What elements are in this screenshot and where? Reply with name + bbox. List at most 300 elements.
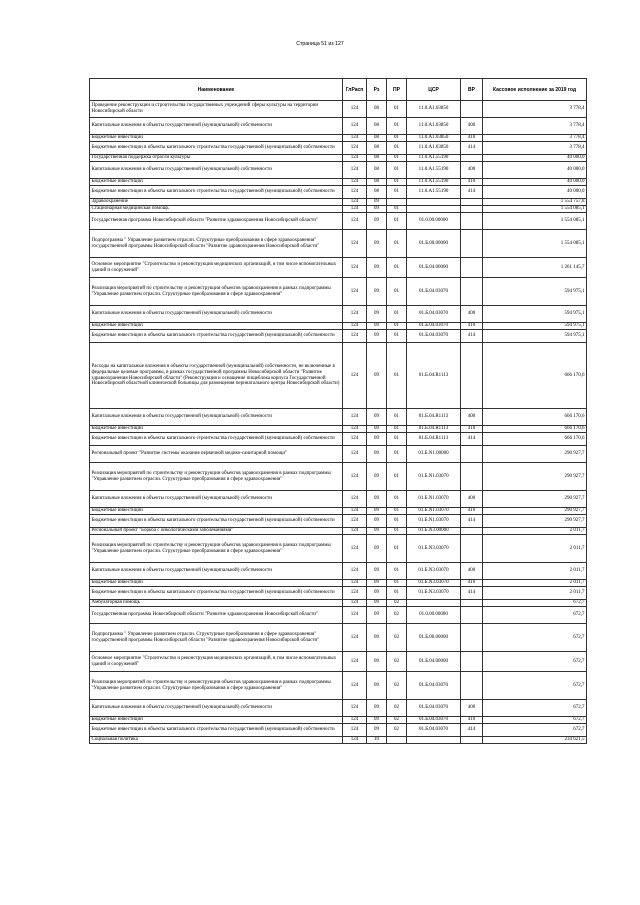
table-row [90, 323, 587, 330]
cell-vr [461, 230, 483, 258]
table-row [90, 528, 587, 535]
cell-gr: 124 [343, 528, 367, 535]
cell-csr: 11.0.А1.55190 [407, 155, 461, 162]
cell-sum: 594 975,1 [483, 278, 587, 306]
cell-csr: 01.Б.04.R1113 [407, 426, 461, 433]
cell-pr: 02 [387, 624, 407, 652]
cell-pr: 02 [387, 600, 407, 607]
cell-sum: 1 261 145,7 [483, 258, 587, 278]
cell-gr: 124 [343, 508, 367, 515]
table-row [90, 433, 587, 446]
cell-vr [461, 101, 483, 118]
cell-csr: 01.Б.04.03070 [407, 672, 461, 700]
cell-name: Бюджетные инвестиции [90, 717, 343, 724]
cell-csr: 01.Б.N1.03070 [407, 515, 461, 528]
cell-csr: 01.Б.04.00000 [407, 258, 461, 278]
cell-name: Подпрограмма " Управление развитием отрасли. Структурные преобразования в сфере здравоохранения" государственной программы Новосибирской области "Развитие здравоохранения Новосибирской области" [90, 624, 343, 652]
cell-name: Бюджетные инвестиции [90, 323, 343, 330]
cell-pr: 02 [387, 700, 407, 717]
cell-vr [461, 343, 483, 409]
table-row [90, 199, 587, 206]
cell-csr: 01.Б.04.R1113 [407, 433, 461, 446]
cell-pr: 01 [387, 426, 407, 433]
table-row [90, 206, 587, 213]
table-row [90, 258, 587, 278]
cell-rz: 09 [367, 278, 387, 306]
table-row [90, 330, 587, 343]
cell-sum: 40 000,0 [483, 186, 587, 199]
cell-csr: 01.Б.04.03070 [407, 278, 461, 306]
table-row [90, 306, 587, 323]
cell-pr: 01 [387, 343, 407, 409]
cell-sum: 672,7 [483, 652, 587, 672]
table-row [90, 409, 587, 426]
table-row [90, 508, 587, 515]
cell-gr: 124 [343, 737, 367, 744]
cell-pr: 01 [387, 118, 407, 135]
cell-csr: 01.Б.00.00000 [407, 230, 461, 258]
cell-name: Государственная программа Новосибирской области "Развитие здравоохранения Новосибирской области" [90, 213, 343, 230]
cell-name: Капитальные вложения в объекты государственной (муниципальной) собственности [90, 409, 343, 426]
cell-rz: 09 [367, 230, 387, 258]
cell-pr: 01 [387, 587, 407, 600]
table-row [90, 463, 587, 491]
cell-pr: 01 [387, 186, 407, 199]
cell-gr: 124 [343, 607, 367, 624]
cell-rz: 09 [367, 652, 387, 672]
cell-pr: 01 [387, 306, 407, 323]
cell-vr [461, 652, 483, 672]
cell-name: Реализация мероприятий по строительству и реконструкции объектов здравоохранения в рамках подпрограммы "Управление развитием отрасли. Структурные преобразования в сфере здравоохранения" [90, 535, 343, 563]
cell-rz: 09 [367, 409, 387, 426]
cell-csr: 01.Б.N1.03070 [407, 463, 461, 491]
cell-name: Бюджетные инвестиции в объекты капитального строительства государственной (муниципальной) собственности [90, 587, 343, 600]
cell-name: Капитальные вложения в объекты государственной (муниципальной) собственности [90, 563, 343, 580]
cell-pr: 02 [387, 672, 407, 700]
cell-gr: 124 [343, 179, 367, 186]
cell-rz: 09 [367, 563, 387, 580]
cell-csr: 11.0.А1.03850 [407, 135, 461, 142]
cell-pr: 01 [387, 135, 407, 142]
cell-rz: 09 [367, 463, 387, 491]
cell-rz: 09 [367, 717, 387, 724]
cell-csr: 01.Б.04.03070 [407, 717, 461, 724]
table-row [90, 717, 587, 724]
cell-name: Бюджетные инвестиции [90, 508, 343, 515]
cell-gr: 124 [343, 724, 367, 737]
cell-csr: 11.0.А1.55190 [407, 162, 461, 179]
cell-vr: 410 [461, 580, 483, 587]
cell-pr: 01 [387, 580, 407, 587]
column-header: Рз [367, 79, 387, 101]
cell-rz: 09 [367, 624, 387, 652]
cell-vr [461, 672, 483, 700]
cell-vr: 414 [461, 515, 483, 528]
cell-name: Проведение реконструкции и строительства государственных учреждений сферы культуры на территории Новосибирской области [90, 101, 343, 118]
cell-csr: 01.0.00.00000 [407, 607, 461, 624]
cell-rz: 09 [367, 508, 387, 515]
cell-vr [461, 463, 483, 491]
table-row [90, 142, 587, 155]
cell-pr: 01 [387, 508, 407, 515]
cell-gr: 124 [343, 463, 367, 491]
cell-vr: 414 [461, 142, 483, 155]
cell-csr: 01.Б.N3.03070 [407, 587, 461, 600]
cell-name: Региональный проект "Развитие системы оказания первичной медико-санитарной помощи" [90, 446, 343, 463]
column-header: ПР [387, 79, 407, 101]
cell-vr [461, 535, 483, 563]
cell-name: Бюджетные инвестиции в объекты капитального строительства государственной (муниципальной) собственности [90, 433, 343, 446]
cell-rz: 09 [367, 446, 387, 463]
cell-vr: 400 [461, 491, 483, 508]
cell-pr: 01 [387, 535, 407, 563]
cell-vr [461, 258, 483, 278]
cell-gr: 124 [343, 258, 367, 278]
cell-rz: 09 [367, 535, 387, 563]
cell-sum: 290 927,7 [483, 508, 587, 515]
cell-sum: 40 000,0 [483, 179, 587, 186]
cell-rz: 08 [367, 155, 387, 162]
cell-gr: 124 [343, 587, 367, 600]
table-row [90, 535, 587, 563]
cell-csr: 11.0.А1.55190 [407, 186, 461, 199]
cell-sum: 1 554 085,1 [483, 206, 587, 213]
cell-pr: 01 [387, 323, 407, 330]
cell-gr: 124 [343, 142, 367, 155]
cell-csr [407, 206, 461, 213]
cell-gr: 124 [343, 118, 367, 135]
cell-vr: 400 [461, 306, 483, 323]
cell-pr: 02 [387, 652, 407, 672]
cell-name: Стационарная медицинская помощь [90, 206, 343, 213]
table-row [90, 700, 587, 717]
cell-csr: 01.0.00.00000 [407, 213, 461, 230]
cell-rz: 08 [367, 162, 387, 179]
cell-vr [461, 607, 483, 624]
cell-vr: 410 [461, 179, 483, 186]
table-row [90, 491, 587, 508]
cell-name: Капитальные вложения в объекты государственной (муниципальной) собственности [90, 491, 343, 508]
column-header: ЦСР [407, 79, 461, 101]
cell-pr: 01 [387, 142, 407, 155]
table-row [90, 587, 587, 600]
cell-name: Государственная поддержка отрасли культуры [90, 155, 343, 162]
cell-sum: 3 778,4 [483, 101, 587, 118]
cell-gr: 124 [343, 230, 367, 258]
cell-vr: 410 [461, 426, 483, 433]
table-row [90, 515, 587, 528]
cell-name: Бюджетные инвестиции [90, 580, 343, 587]
cell-name: Бюджетные инвестиции в объекты капитального строительства государственной (муниципальной) собственности [90, 515, 343, 528]
cell-pr: 01 [387, 528, 407, 535]
cell-vr: 400 [461, 162, 483, 179]
cell-rz: 08 [367, 186, 387, 199]
cell-name: Региональный проект "Борьба с онкологическими заболеваниями" [90, 528, 343, 535]
cell-vr [461, 737, 483, 744]
table-row [90, 446, 587, 463]
cell-name: Подпрограмма " Управление развитием отрасли. Структурные преобразования в сфере здравоохранения" государственной программы Новосибирской области "Развитие здравоохранения Новосибирской области" [90, 230, 343, 258]
cell-csr: 11.0.А1.03850 [407, 142, 461, 155]
cell-csr: 01.Б.00.00000 [407, 624, 461, 652]
cell-csr: 01.Б.04.R1113 [407, 409, 461, 426]
cell-rz: 08 [367, 101, 387, 118]
cell-pr: 01 [387, 206, 407, 213]
cell-gr: 124 [343, 563, 367, 580]
table-row [90, 672, 587, 700]
cell-sum: 2 011,7 [483, 580, 587, 587]
cell-rz: 09 [367, 199, 387, 206]
cell-name: Социальная политика [90, 737, 343, 744]
cell-sum: 594 975,1 [483, 323, 587, 330]
table-row [90, 737, 587, 744]
cell-pr: 02 [387, 717, 407, 724]
cell-name: Бюджетные инвестиции в объекты капитального строительства государственной (муниципальной) собственности [90, 330, 343, 343]
cell-gr: 124 [343, 186, 367, 199]
cell-sum: 672,7 [483, 672, 587, 700]
cell-vr: 414 [461, 186, 483, 199]
cell-rz: 09 [367, 433, 387, 446]
cell-sum: 3 778,4 [483, 135, 587, 142]
cell-pr: 01 [387, 258, 407, 278]
cell-gr: 124 [343, 155, 367, 162]
cell-name: Государственная программа Новосибирской области "Развитие здравоохранения Новосибирской области" [90, 607, 343, 624]
cell-pr: 01 [387, 230, 407, 258]
cell-rz: 09 [367, 672, 387, 700]
cell-gr: 124 [343, 306, 367, 323]
cell-vr [461, 278, 483, 306]
cell-vr: 414 [461, 587, 483, 600]
cell-sum: 2 011,7 [483, 535, 587, 563]
cell-csr: 01.Б.N1.03070 [407, 491, 461, 508]
column-header: ГлРасп [343, 79, 367, 101]
page-number-header: Страница 51 из 127 [296, 41, 344, 47]
cell-csr: 01.Б.N3.03070 [407, 535, 461, 563]
cell-name: Бюджетные инвестиции [90, 135, 343, 142]
cell-vr: 414 [461, 330, 483, 343]
cell-sum: 672,7 [483, 700, 587, 717]
cell-gr: 124 [343, 206, 367, 213]
cell-name: Бюджетные инвестиции [90, 179, 343, 186]
cell-sum: 666 170,6 [483, 433, 587, 446]
cell-csr: 01.Б.N3.03070 [407, 580, 461, 587]
cell-name: Здравоохранение [90, 199, 343, 206]
cell-vr: 400 [461, 700, 483, 717]
cell-sum: 40 000,0 [483, 155, 587, 162]
cell-sum: 594 975,1 [483, 330, 587, 343]
cell-sum: 40 000,0 [483, 162, 587, 179]
cell-gr: 124 [343, 717, 367, 724]
cell-gr: 124 [343, 135, 367, 142]
table-row [90, 186, 587, 199]
cell-rz: 08 [367, 142, 387, 155]
cell-gr: 124 [343, 535, 367, 563]
cell-sum: 666 170,6 [483, 343, 587, 409]
table-header-row [90, 79, 587, 101]
cell-gr: 124 [343, 672, 367, 700]
column-header: ВР [461, 79, 483, 101]
cell-name: Бюджетные инвестиции в объекты капитального строительства государственной (муниципальной) собственности [90, 142, 343, 155]
cell-gr: 124 [343, 323, 367, 330]
cell-gr: 124 [343, 409, 367, 426]
cell-sum: 594 975,1 [483, 306, 587, 323]
cell-vr: 400 [461, 563, 483, 580]
budget-table [89, 78, 587, 744]
cell-rz: 09 [367, 258, 387, 278]
cell-csr: 01.Б.N3.03070 [407, 563, 461, 580]
cell-rz: 09 [367, 323, 387, 330]
cell-rz: 09 [367, 206, 387, 213]
cell-gr: 124 [343, 624, 367, 652]
column-header: Кассовое исполнение за 2019 год [483, 79, 587, 101]
cell-name: Реализация мероприятий по строительству и реконструкции объектов здравоохранения в рамках подпрограммы "Управление развитием отрасли. Структурные преобразования в сфере здравоохранения" [90, 463, 343, 491]
cell-pr: 01 [387, 330, 407, 343]
cell-sum: 3 778,4 [483, 142, 587, 155]
table-row [90, 624, 587, 652]
table-row [90, 278, 587, 306]
cell-csr [407, 737, 461, 744]
cell-csr: 01.Б.N1.00000 [407, 446, 461, 463]
table-row [90, 600, 587, 607]
cell-gr: 124 [343, 700, 367, 717]
cell-vr: 400 [461, 409, 483, 426]
cell-sum: 672,7 [483, 717, 587, 724]
cell-sum: 1 554 085,1 [483, 213, 587, 230]
cell-sum: 672,7 [483, 624, 587, 652]
cell-vr [461, 446, 483, 463]
cell-name: Основное мероприятие "Строительство и реконструкция медицинских организаций, в том числе вспомогательных зданий и сооружений" [90, 258, 343, 278]
cell-pr: 01 [387, 446, 407, 463]
cell-vr [461, 624, 483, 652]
cell-csr: 01.Б.04.03070 [407, 306, 461, 323]
cell-pr: 01 [387, 213, 407, 230]
cell-sum: 290 927,7 [483, 515, 587, 528]
cell-rz: 09 [367, 600, 387, 607]
cell-csr: 01.Б.04.03070 [407, 330, 461, 343]
table-row [90, 179, 587, 186]
cell-csr: 01.Б.04.03070 [407, 724, 461, 737]
cell-pr: 01 [387, 162, 407, 179]
cell-csr [407, 600, 461, 607]
cell-rz: 09 [367, 330, 387, 343]
cell-gr: 124 [343, 343, 367, 409]
cell-gr: 124 [343, 446, 367, 463]
cell-name: Амбулаторная помощь [90, 600, 343, 607]
cell-rz: 09 [367, 306, 387, 323]
cell-rz: 08 [367, 118, 387, 135]
cell-csr: 01.Б.N1.03070 [407, 508, 461, 515]
cell-vr: 410 [461, 135, 483, 142]
cell-name: Основное мероприятие "Строительство и реконструкция медицинских организаций, в том числе вспомогательных зданий и сооружений" [90, 652, 343, 672]
cell-sum: 2 011,7 [483, 563, 587, 580]
cell-pr: 01 [387, 491, 407, 508]
cell-sum: 3 778,4 [483, 118, 587, 135]
cell-gr: 124 [343, 426, 367, 433]
cell-csr: 01.Б.04.03070 [407, 323, 461, 330]
cell-vr [461, 199, 483, 206]
cell-vr: 400 [461, 118, 483, 135]
cell-csr: 11.0.А1.03850 [407, 101, 461, 118]
cell-sum: 2 011,7 [483, 528, 587, 535]
cell-pr: 02 [387, 607, 407, 624]
cell-gr: 124 [343, 652, 367, 672]
cell-csr: 11.0.А1.03850 [407, 118, 461, 135]
cell-rz: 09 [367, 426, 387, 433]
cell-pr [387, 737, 407, 744]
cell-pr: 01 [387, 515, 407, 528]
cell-csr: 01.Б.04.03070 [407, 700, 461, 717]
cell-pr: 01 [387, 278, 407, 306]
cell-vr [461, 155, 483, 162]
cell-pr: 01 [387, 409, 407, 426]
cell-sum: 1 554 757,8 [483, 199, 587, 206]
cell-rz: 08 [367, 135, 387, 142]
cell-gr: 124 [343, 580, 367, 587]
cell-csr: 01.Б.04.00000 [407, 652, 461, 672]
cell-rz: 09 [367, 724, 387, 737]
cell-sum: 666 170,6 [483, 409, 587, 426]
cell-rz: 09 [367, 587, 387, 600]
cell-vr: 410 [461, 508, 483, 515]
cell-vr [461, 600, 483, 607]
cell-vr: 414 [461, 724, 483, 737]
cell-gr: 124 [343, 491, 367, 508]
cell-gr: 124 [343, 330, 367, 343]
cell-gr: 124 [343, 278, 367, 306]
cell-pr: 01 [387, 179, 407, 186]
cell-name: Капитальные вложения в объекты государственной (муниципальной) собственности [90, 700, 343, 717]
cell-gr: 124 [343, 515, 367, 528]
table-row [90, 724, 587, 737]
cell-sum: 672,7 [483, 607, 587, 624]
table-row [90, 580, 587, 587]
cell-vr: 410 [461, 717, 483, 724]
column-header: Наименование [90, 79, 343, 101]
cell-vr [461, 213, 483, 230]
cell-name: Бюджетные инвестиции в объекты капитального строительства государственной (муниципальной) собственности [90, 186, 343, 199]
cell-name: Реализация мероприятий по строительству и реконструкции объектов здравоохранения в рамках подпрограммы "Управление развитием отрасли. Структурные преобразования в сфере здравоохранения" [90, 278, 343, 306]
cell-gr: 124 [343, 199, 367, 206]
cell-pr: 02 [387, 724, 407, 737]
cell-pr: 01 [387, 101, 407, 118]
cell-rz: 09 [367, 515, 387, 528]
cell-rz: 09 [367, 491, 387, 508]
table-row [90, 343, 587, 409]
table-row [90, 652, 587, 672]
cell-rz: 10 [367, 737, 387, 744]
table-row [90, 426, 587, 433]
cell-pr: 01 [387, 463, 407, 491]
table-row [90, 162, 587, 179]
cell-pr [387, 199, 407, 206]
cell-pr: 01 [387, 155, 407, 162]
cell-sum: 290 927,7 [483, 463, 587, 491]
cell-gr: 124 [343, 162, 367, 179]
cell-rz: 09 [367, 580, 387, 587]
cell-rz: 08 [367, 179, 387, 186]
cell-csr [407, 199, 461, 206]
cell-pr: 01 [387, 433, 407, 446]
cell-csr: 11.0.А1.55190 [407, 179, 461, 186]
cell-pr: 01 [387, 563, 407, 580]
cell-rz: 09 [367, 213, 387, 230]
cell-name: Капитальные вложения в объекты государственной (муниципальной) собственности [90, 162, 343, 179]
cell-name: Капитальные вложения в объекты государственной (муниципальной) собственности [90, 306, 343, 323]
cell-name: Капитальные вложения в объекты государственной (муниципальной) собственности [90, 118, 343, 135]
cell-gr: 124 [343, 213, 367, 230]
table-row [90, 155, 587, 162]
cell-rz: 09 [367, 343, 387, 409]
cell-rz: 09 [367, 700, 387, 717]
